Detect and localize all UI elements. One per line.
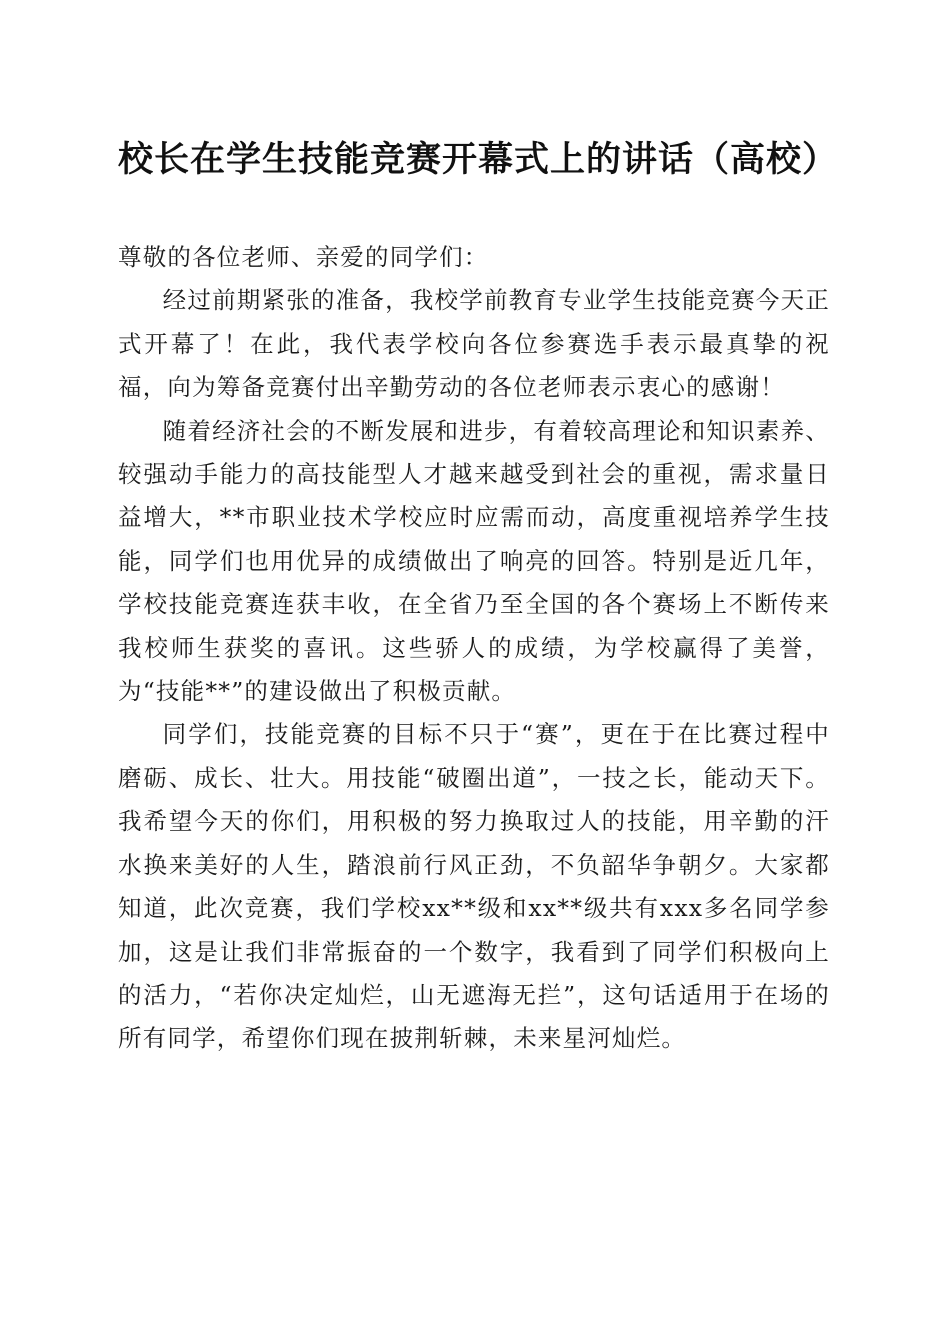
paragraph-opening: 经过前期紧张的准备，我校学前教育专业学生技能竞赛今天正式开幕了！在此，我代表学校向各位参赛选手表示最真挚的祝福，向为筹备竞赛付出辛勤劳动的各位老师表示衷心的感谢！	[118, 286, 830, 402]
paragraph-encouragement: 同学们，技能竞赛的目标不只于“赛”，更在于在比赛过程中磨砺、成长、壮大。用技能“破圈出道”，一技之长，能动天下。我希望今天的你们，用积极的努力换取过人的技能，用辛勤的汗水换来美好的人生，踏浪前行风正劲，不负韶华争朝夕。大家都知道，此次竞赛，我们学校xx**级和xx**级共有xxx多名同学参加，这是让我们非常振奋的一个数字，我看到了同学们积极向上的活力，“若你决定灿烂，山无遮海无拦”，这句话适用于在场的所有同学，希望你们现在披荆斩棘，未来星河灿烂。	[118, 720, 830, 1053]
paragraph-achievements: 随着经济社会的不断发展和进步，有着较高理论和知识素养、较强动手能力的高技能型人才越来越受到社会的重视，需求量日益增大，**市职业技术学校应时应需而动，高度重视培养学生技能，同学们也用优异的成绩做出了响亮的回答。特别是近几年，学校技能竞赛连获丰收，在全省乃至全国的各个赛场上不断传来我校师生获奖的喜讯。这些骄人的成绩，为学校赢得了美誉，为“技能**”的建设做出了积极贡献。	[118, 416, 830, 706]
document-body	[118, 236, 830, 1061]
document-title: 校长在学生技能竞赛开幕式上的讲话（高校）	[118, 139, 839, 180]
greeting-line: 尊敬的各位老师、亲爱的同学们：	[118, 243, 489, 271]
